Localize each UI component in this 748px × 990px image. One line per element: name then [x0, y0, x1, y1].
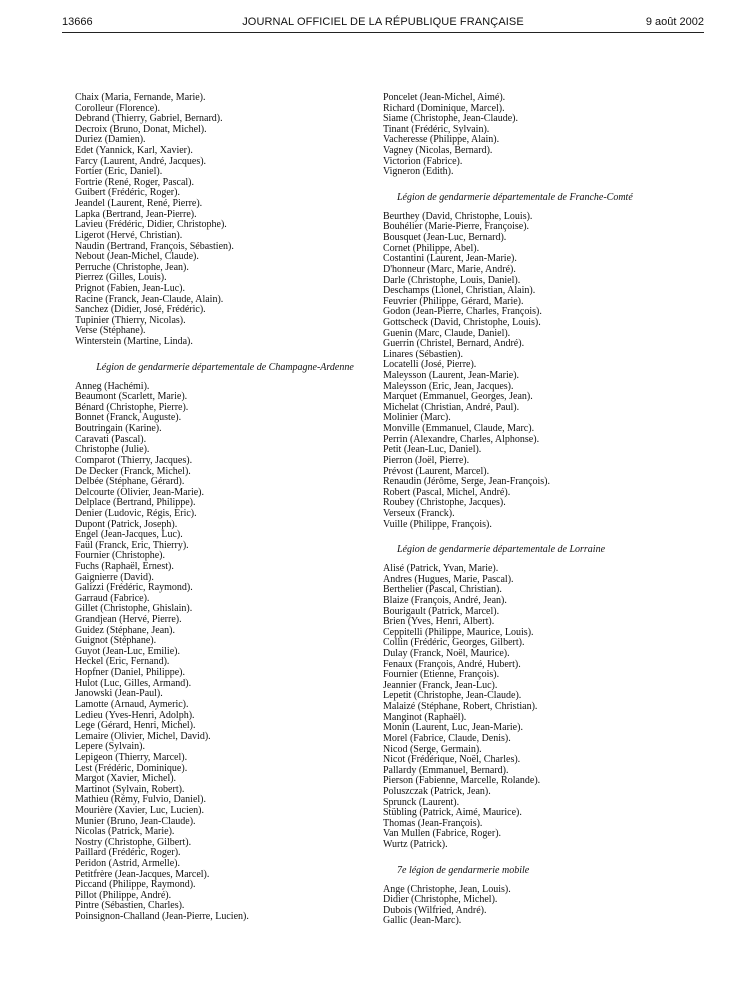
- name-entry: Guidez (Stéphane, Jean).: [75, 624, 175, 636]
- name-entry: Bonnet (Franck, Auguste).: [75, 412, 182, 424]
- name-entry: Richard (Dominique, Marcel).: [383, 102, 505, 114]
- name-entry: Fuchs (Raphaël, Ernest).: [75, 560, 174, 572]
- name-entry: Cornet (Philippe, Abel).: [383, 242, 480, 254]
- name-entry: Perrin (Alexandre, Charles, Alphonse).: [383, 433, 540, 445]
- name-entry: Petitfrère (Jean-Jacques, Marcel).: [75, 868, 210, 880]
- name-entry: Edet (Yannick, Karl, Xavier).: [75, 145, 193, 157]
- name-entry: Munier (Bruno, Jean-Claude).: [75, 815, 196, 827]
- name-entry: Pierrez (Gilles, Louis).: [75, 272, 167, 284]
- name-entry: Bourigault (Patrick, Marcel).: [383, 605, 500, 617]
- name-entry: Lepigeon (Thierry, Marcel).: [75, 751, 188, 763]
- name-entry: Lamotte (Arnaud, Aymeric).: [75, 698, 189, 710]
- name-entry: Deschamps (Lionel, Christian, Alain).: [383, 285, 536, 297]
- name-entry: Comparot (Thierry, Jacques).: [75, 454, 193, 466]
- name-entry: Pallardy (Emmanuel, Bernard).: [383, 764, 509, 776]
- name-entry: Hopfner (Daniel, Philippe).: [75, 667, 185, 679]
- name-entry: Ledieu (Yves-Henri, Adolph).: [75, 709, 195, 721]
- section-heading: Légion de gendarmerie départementale de Franche-Comté: [397, 191, 633, 203]
- name-entry: Feuvrier (Philippe, Gérard, Marie).: [383, 295, 524, 307]
- name-entry: Dupont (Patrick, Joseph).: [75, 518, 178, 530]
- name-entry: Janowski (Jean-Paul).: [75, 688, 163, 700]
- name-entry: Faül (Franck, Eric, Thierry).: [75, 539, 189, 551]
- name-entry: Wurtz (Patrick).: [383, 839, 448, 850]
- name-entry: Lepere (Sylvain).: [75, 741, 145, 753]
- name-entry: Dubois (Wilfried, André).: [383, 904, 487, 916]
- name-entry: Jeannier (Franck, Jean-Luc).: [383, 679, 498, 691]
- name-section: [75, 93, 375, 348]
- name-entry: Mourière (Xavier, Luc, Lucien).: [75, 805, 204, 816]
- name-entry: Bousquet (Jean-Luc, Bernard).: [383, 232, 507, 244]
- name-entry: Renaudin (Jérôme, Serge, Jean-François).: [383, 476, 550, 488]
- name-entry: Fournier (Etienne, François).: [383, 669, 500, 681]
- name-entry: Tinant (Frédéric, Sylvain).: [383, 123, 490, 135]
- name-entry: Galizzi (Frédéric, Raymond).: [75, 582, 193, 594]
- name-entry: Hulot (Luc, Gilles, Armand).: [75, 677, 192, 689]
- name-entry: Denier (Ludovic, Régis, Eric).: [75, 507, 197, 519]
- name-entry: Michelat (Christian, André, Paul).: [383, 401, 520, 413]
- name-entry: Naudin (Bertrand, François, Sébastien).: [75, 240, 234, 252]
- page-header: [62, 14, 704, 30]
- name-entry: Berthelier (Pascal, Christian).: [383, 584, 502, 596]
- section-heading: Légion de gendarmerie départementale de Lorraine: [397, 544, 606, 556]
- name-entry: Blaize (François, André, Jean).: [383, 594, 507, 606]
- name-entry: Nicod (Serge, Germain).: [383, 743, 482, 755]
- name-entry: Fortrie (René, Roger, Pascal).: [75, 176, 195, 188]
- name-entry: Racine (Franck, Jean-Claude, Alain).: [75, 293, 224, 305]
- name-entry: Prévost (Laurent, Marcel).: [383, 465, 490, 477]
- name-entry: Gallic (Jean-Marc).: [383, 915, 462, 927]
- name-entry: Corolleur (Florence).: [75, 102, 160, 114]
- name-entry: Vagney (Nicolas, Bernard).: [383, 145, 493, 157]
- name-section: [383, 93, 683, 178]
- name-entry: Andres (Hugues, Marie, Pascal).: [383, 573, 514, 585]
- name-entry: Petit (Jean-Luc, Daniel).: [383, 444, 482, 456]
- name-entry: Lest (Frédéric, Dominique).: [75, 762, 188, 774]
- name-entry: Engel (Jean-Jacques, Luc).: [75, 529, 183, 541]
- name-entry: Godon (Jean-Pierre, Charles, François).: [383, 306, 542, 318]
- name-entry: D'honneur (Marc, Marie, André).: [383, 263, 516, 275]
- name-section: [75, 362, 375, 923]
- name-entry: Fenaux (François, André, Hubert).: [383, 658, 521, 670]
- name-entry: Collin (Frédéric, Georges, Gilbert).: [383, 637, 525, 649]
- name-section: [383, 865, 683, 927]
- name-entry: Alisé (Patrick, Yvan, Marie).: [383, 563, 499, 575]
- name-entry: Van Mullen (Fabrice, Roger).: [383, 828, 502, 840]
- name-entry: Lapka (Bertrand, Jean-Pierre).: [75, 208, 197, 220]
- name-entry: Caravati (Pascal).: [75, 433, 147, 445]
- name-entry: Ange (Christophe, Jean, Louis).: [383, 883, 511, 895]
- name-entry: Maleysson (Laurent, Jean-Marie).: [383, 370, 520, 382]
- name-entry: Ligerot (Hervé, Christian).: [75, 229, 183, 241]
- name-entry: Ceppitelli (Philippe, Maurice, Louis).: [383, 626, 534, 638]
- left-column: [75, 93, 375, 923]
- name-entry: Jeandel (Laurent, René, Pierre).: [75, 198, 203, 210]
- publication-date: 9 août 2002: [645, 16, 704, 28]
- name-section: [383, 544, 683, 850]
- name-entry: Guerrin (Christel, Bernard, André).: [383, 338, 525, 350]
- name-entry: Siame (Christophe, Jean-Claude).: [383, 113, 518, 125]
- name-entry: Sanchez (Didier, José, Frédéric).: [75, 304, 206, 316]
- name-entry: Debrand (Thierry, Gabriel, Bernard).: [75, 113, 223, 125]
- name-entry: Perruche (Christophe, Jean).: [75, 261, 189, 273]
- name-entry: Manginot (Raphaël).: [383, 711, 467, 723]
- name-entry: Margot (Xavier, Michel).: [75, 773, 177, 785]
- name-entry: Paillard (Frédéric, Roger).: [75, 847, 181, 859]
- name-entry: Delcourte (Olivier, Jean-Marie).: [75, 486, 204, 498]
- name-entry: Nebout (Jean-Michel, Claude).: [75, 251, 199, 263]
- name-entry: Beurthey (David, Christophe, Louis).: [383, 210, 533, 222]
- name-entry: Pierson (Fabienne, Marcelle, Rolande).: [383, 775, 541, 787]
- name-entry: Nicot (Frédérique, Noël, Charles).: [383, 754, 521, 766]
- name-entry: Vigneron (Edith).: [383, 166, 454, 178]
- name-entry: Dulay (Franck, Noël, Maurice).: [383, 648, 510, 660]
- name-entry: Sprunck (Laurent).: [383, 796, 460, 808]
- name-entry: Guenin (Marc, Claude, Daniel).: [383, 327, 511, 339]
- name-entry: Lepetit (Christophe, Jean-Claude).: [383, 690, 522, 702]
- name-entry: Mathieu (Rémy, Fulvio, Daniel).: [75, 794, 206, 806]
- name-entry: Prignot (Fabien, Jean-Luc).: [75, 282, 185, 294]
- name-entry: Maleysson (Eric, Jean, Jacques).: [383, 380, 514, 392]
- name-entry: Martinot (Sylvain, Robert).: [75, 783, 185, 795]
- name-entry: Anneg (Hachémi).: [75, 380, 150, 392]
- name-entry: Victorion (Fabrice).: [383, 155, 463, 167]
- name-entry: Linares (Sébastien).: [383, 348, 463, 360]
- name-entry: Delplace (Bertrand, Philippe).: [75, 497, 196, 509]
- name-entry: Monin (Laurent, Luc, Jean-Marie).: [383, 722, 523, 734]
- name-entry: Duriez (Damien).: [75, 134, 146, 146]
- section-heading: 7e légion de gendarmerie mobile: [397, 864, 530, 876]
- name-entry: Farcy (Laurent, André, Jacques).: [75, 155, 207, 167]
- name-entry: Lege (Gérard, Henri, Michel).: [75, 720, 196, 732]
- name-entry: Gillet (Christophe, Ghislain).: [75, 603, 193, 615]
- name-entry: Gaignierre (David).: [75, 571, 154, 583]
- name-entry: Poncelet (Jean-Michel, Aimé).: [383, 92, 506, 103]
- name-entry: Piccand (Philippe, Raymond).: [75, 879, 196, 891]
- name-entry: Fortier (Eric, Daniel).: [75, 166, 163, 178]
- name-entry: Verse (Stéphane).: [75, 325, 146, 337]
- name-entry: Thomas (Jean-François).: [383, 817, 483, 829]
- name-entry: Darle (Christophe, Louis, Daniel).: [383, 274, 521, 286]
- name-entry: Winterstein (Martine, Linda).: [75, 336, 193, 348]
- name-entry: Guibert (Frédéric, Roger).: [75, 187, 180, 199]
- name-entry: Garraud (Fabrice).: [75, 592, 150, 604]
- name-entry: Poinsignon-Challand (Jean-Pierre, Lucien).: [75, 911, 249, 923]
- name-entry: Verseux (Franck).: [383, 507, 455, 519]
- name-entry: Decroix (Bruno, Donat, Michel).: [75, 123, 207, 135]
- name-entry: De Decker (Franck, Michel).: [75, 465, 191, 477]
- name-entry: Robert (Pascal, Michel, André).: [383, 486, 511, 498]
- name-entry: Didier (Christophe, Michel).: [383, 894, 498, 906]
- header-rule: [62, 32, 704, 33]
- name-entry: Vuille (Philippe, François).: [383, 518, 492, 530]
- name-entry: Molinier (Marc).: [383, 412, 451, 424]
- name-section: [383, 192, 683, 530]
- name-entry: Heckel (Eric, Fernand).: [75, 656, 170, 668]
- name-entry: Vacheresse (Philippe, Alain).: [383, 134, 500, 146]
- name-entry: Grandjean (Hervé, Pierre).: [75, 614, 182, 626]
- name-entry: Locatelli (José, Pierre).: [383, 359, 477, 371]
- name-entry: Gottscheck (David, Christophe, Louis).: [383, 316, 541, 328]
- name-entry: Monville (Emmanuel, Claude, Marc).: [383, 423, 535, 435]
- name-entry: Brien (Yves, Henri, Albert).: [383, 616, 495, 628]
- section-heading: Légion de gendarmerie départementale de Champagne-Ardenne: [96, 361, 354, 373]
- name-entry: Stübling (Patrick, Aimé, Maurice).: [383, 807, 522, 819]
- journal-title: JOURNAL OFFICIEL DE LA RÉPUBLIQUE FRANÇAISE: [242, 16, 524, 28]
- name-entry: Bouhélier (Marie-Pierre, Françoise).: [383, 221, 530, 233]
- right-column: [383, 93, 683, 927]
- name-entry: Lemaire (Olivier, Michel, David).: [75, 730, 211, 742]
- name-entry: Nostry (Christophe, Gilbert).: [75, 836, 192, 848]
- name-entry: Delbée (Stéphane, Gérard).: [75, 476, 185, 488]
- name-entry: Costantini (Laurent, Jean-Marie).: [383, 253, 517, 265]
- name-entry: Nicolas (Patrick, Marie).: [75, 826, 175, 838]
- name-entry: Fournier (Christophe).: [75, 550, 165, 562]
- name-entry: Pierron (Joël, Pierre).: [383, 454, 470, 466]
- name-entry: Morel (Fabrice, Claude, Denis).: [383, 732, 511, 744]
- name-entry: Peridon (Astrid, Armelle).: [75, 858, 180, 870]
- name-entry: Poluszczak (Patrick, Jean).: [383, 785, 491, 797]
- page-number: 13666: [62, 16, 93, 28]
- name-entry: Marquet (Emmanuel, Georges, Jean).: [383, 391, 533, 403]
- name-entry: Roubey (Christophe, Jacques).: [383, 497, 506, 509]
- name-entry: Boutringain (Karine).: [75, 423, 162, 435]
- name-entry: Guignot (Stéphane).: [75, 635, 157, 647]
- name-entry: Beaumont (Scarlett, Marie).: [75, 391, 188, 403]
- name-entry: Chaix (Maria, Fernande, Marie).: [75, 92, 206, 103]
- name-entry: Christophe (Julie).: [75, 444, 150, 456]
- name-entry: Pillot (Philippe, André).: [75, 889, 172, 901]
- name-entry: Malaizé (Stéphane, Robert, Christian).: [383, 701, 538, 713]
- name-entry: Tupinier (Thierry, Nicolas).: [75, 314, 186, 326]
- name-entry: Bénard (Christophe, Pierre).: [75, 401, 189, 413]
- name-entry: Guyot (Jean-Luc, Emilie).: [75, 645, 180, 657]
- name-entry: Pintre (Sébastien, Charles).: [75, 900, 185, 912]
- name-entry: Lavieu (Frédéric, Didier, Christophe).: [75, 219, 227, 231]
